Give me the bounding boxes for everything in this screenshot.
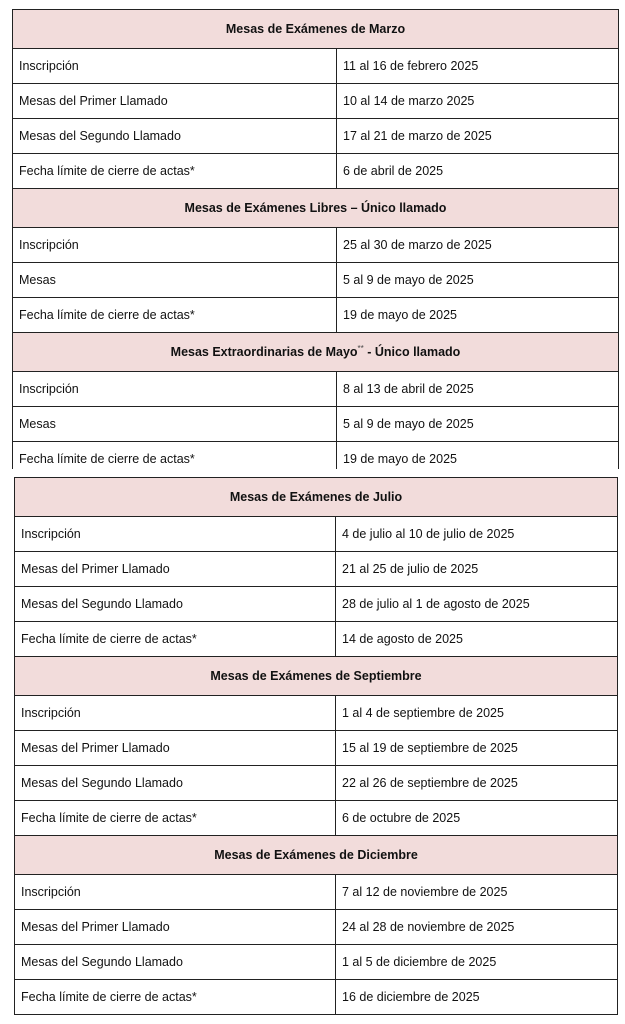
row-label: Inscripción xyxy=(13,372,337,407)
table-row xyxy=(15,587,618,622)
table-row xyxy=(13,119,619,154)
row-date: 6 de octubre de 2025 xyxy=(336,801,618,836)
page-break-gap xyxy=(0,469,625,477)
table-row xyxy=(15,910,618,945)
table-row xyxy=(13,84,619,119)
row-date: 8 al 13 de abril de 2025 xyxy=(337,372,619,407)
header-title-suffix: - Único llamado xyxy=(363,345,461,360)
row-label: Mesas xyxy=(13,263,337,298)
section-header-julio: Mesas de Exámenes de Julio xyxy=(15,478,618,517)
header-title-main: Mesas Extraordinarias de Mayo xyxy=(170,345,358,360)
table-row xyxy=(15,731,618,766)
table-row xyxy=(15,552,618,587)
row-date: 15 al 19 de septiembre de 2025 xyxy=(336,731,618,766)
table-row xyxy=(15,517,618,552)
row-date: 7 al 12 de noviembre de 2025 xyxy=(336,875,618,910)
table-row xyxy=(15,766,618,801)
row-date: 10 al 14 de marzo 2025 xyxy=(337,84,619,119)
row-date: 5 al 9 de mayo de 2025 xyxy=(337,263,619,298)
row-date: 1 al 5 de diciembre de 2025 xyxy=(336,945,618,980)
row-date: 5 al 9 de mayo de 2025 xyxy=(337,407,619,442)
row-date: 28 de julio al 1 de agosto de 2025 xyxy=(336,587,618,622)
table-row xyxy=(13,49,619,84)
row-date: 6 de abril de 2025 xyxy=(337,154,619,189)
row-label: Inscripción xyxy=(13,49,337,84)
row-date: 4 de julio al 10 de julio de 2025 xyxy=(336,517,618,552)
row-label: Fecha límite de cierre de actas* xyxy=(15,801,336,836)
row-label: Mesas del Primer Llamado xyxy=(13,84,337,119)
section-header-marzo: Mesas de Exámenes de Marzo xyxy=(13,10,619,49)
row-label: Fecha límite de cierre de actas* xyxy=(13,298,337,333)
row-date: 11 al 16 de febrero 2025 xyxy=(337,49,619,84)
table-row xyxy=(15,801,618,836)
section-header-extraordinarias xyxy=(13,333,619,372)
table-row xyxy=(13,228,619,263)
row-label: Inscripción xyxy=(13,228,337,263)
row-label: Fecha límite de cierre de actas* xyxy=(15,622,336,657)
table-row xyxy=(13,154,619,189)
row-label: Mesas xyxy=(13,407,337,442)
table-row xyxy=(13,372,619,407)
table-row xyxy=(15,622,618,657)
row-label: Mesas del Segundo Llamado xyxy=(15,766,336,801)
row-label: Mesas del Primer Llamado xyxy=(15,910,336,945)
row-date: 1 al 4 de septiembre de 2025 xyxy=(336,696,618,731)
row-label: Mesas del Segundo Llamado xyxy=(13,119,337,154)
table-row xyxy=(15,945,618,980)
row-label: Mesas del Segundo Llamado xyxy=(15,945,336,980)
row-label: Inscripción xyxy=(15,517,336,552)
row-label: Fecha límite de cierre de actas* xyxy=(13,442,337,477)
row-date: 24 al 28 de noviembre de 2025 xyxy=(336,910,618,945)
row-date: 16 de diciembre de 2025 xyxy=(336,980,618,1015)
row-date: 19 de mayo de 2025 xyxy=(337,298,619,333)
table-row xyxy=(15,980,618,1015)
double-asterisk-note: ** xyxy=(357,344,364,354)
table-row xyxy=(13,407,619,442)
table-row xyxy=(15,696,618,731)
table-row xyxy=(13,298,619,333)
row-date: 17 al 21 de marzo de 2025 xyxy=(337,119,619,154)
row-date: 21 al 25 de julio de 2025 xyxy=(336,552,618,587)
row-date: 25 al 30 de marzo de 2025 xyxy=(337,228,619,263)
row-label: Inscripción xyxy=(15,696,336,731)
section-header-septiembre: Mesas de Exámenes de Septiembre xyxy=(15,657,618,696)
section-header-libres: Mesas de Exámenes Libres – Único llamado xyxy=(13,189,619,228)
row-label: Inscripción xyxy=(15,875,336,910)
row-date: 22 al 26 de septiembre de 2025 xyxy=(336,766,618,801)
table-row xyxy=(13,263,619,298)
row-label: Mesas del Primer Llamado xyxy=(15,731,336,766)
exam-table-second-semester xyxy=(14,477,618,1015)
row-label: Fecha límite de cierre de actas* xyxy=(13,154,337,189)
section-header-diciembre: Mesas de Exámenes de Diciembre xyxy=(15,836,618,875)
table-row xyxy=(15,875,618,910)
row-label: Mesas del Segundo Llamado xyxy=(15,587,336,622)
row-date: 19 de mayo de 2025 xyxy=(337,442,619,477)
row-date: 14 de agosto de 2025 xyxy=(336,622,618,657)
row-label: Mesas del Primer Llamado xyxy=(15,552,336,587)
row-label: Fecha límite de cierre de actas* xyxy=(15,980,336,1015)
exam-table-first-semester xyxy=(12,9,619,477)
